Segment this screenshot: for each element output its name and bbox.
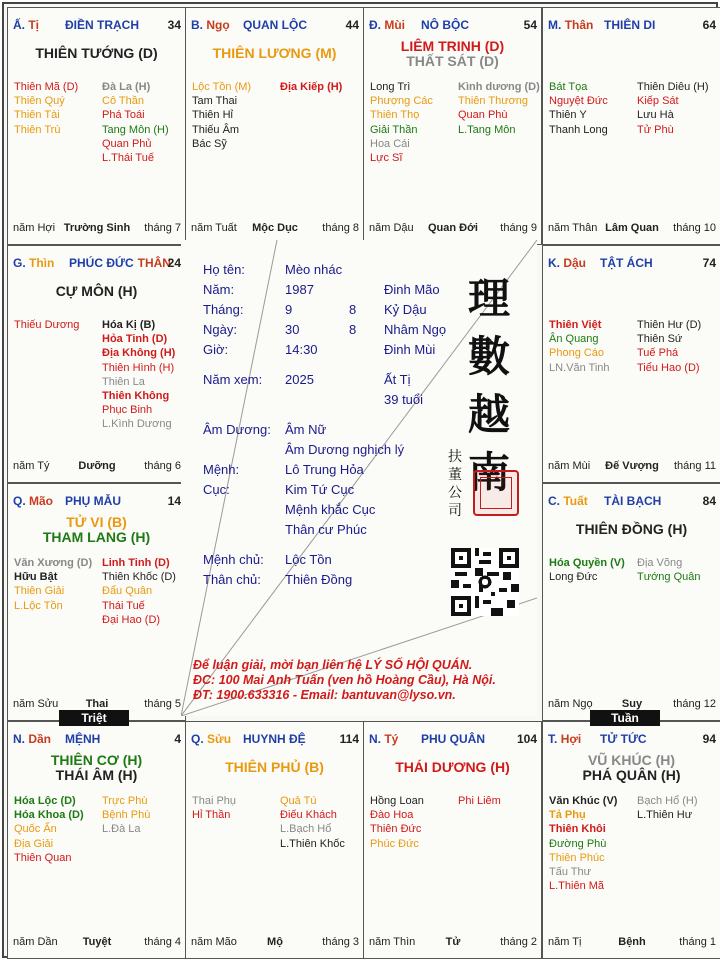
life-stage: Suy	[621, 698, 643, 710]
minor-star: Thiên Hỉ	[192, 109, 233, 122]
main-star: THÁI ÂM (H)	[55, 767, 138, 783]
minor-star: Lực Sĩ	[370, 152, 403, 165]
main-star: LIÊM TRINH (D)	[400, 38, 505, 54]
value-thang-can: Kỷ Dậu	[384, 302, 427, 317]
life-stage: Đế Vượng	[605, 460, 659, 472]
palace-header	[548, 256, 716, 270]
minor-star: Thiên Đức	[370, 823, 422, 836]
minor-star: Hồng Loan	[370, 795, 424, 807]
palace-month: tháng 6	[144, 460, 181, 472]
minor-star: Thiên Diêu (H)	[637, 81, 709, 93]
minor-star: Thanh Long	[549, 123, 608, 136]
palace[interactable]	[7, 245, 186, 483]
qr-code-icon[interactable]	[451, 548, 519, 616]
palace-year: năm Mùi	[548, 460, 591, 472]
palace-year: năm Hợi	[13, 222, 56, 234]
palace-year: năm Sửu	[13, 698, 59, 710]
palace-location: Q. Mão	[13, 494, 54, 508]
minor-star: L.Lộc Tồn	[14, 599, 63, 612]
life-stage: Quan Đới	[428, 222, 478, 234]
palace-footer	[191, 936, 359, 950]
palace-year: năm Tý	[13, 460, 50, 472]
star-column-left	[549, 556, 625, 584]
minor-star: Thiên Không	[102, 390, 170, 403]
minor-star: Quốc Ấn	[14, 823, 57, 836]
life-stage: Lâm Quan	[605, 222, 659, 234]
minor-star: Ân Quang	[549, 333, 599, 346]
star-column-right	[637, 80, 709, 137]
minor-star: Kiếp Sát	[637, 95, 679, 108]
palace-footer	[13, 936, 181, 950]
palace-location: K. Dậu	[548, 256, 587, 270]
palace-month: tháng 8	[322, 222, 359, 234]
palace-footer	[548, 460, 716, 474]
palace-footer	[369, 222, 537, 236]
label-cuc: Cục:	[203, 482, 230, 497]
main-star: TỬ VI (B)	[66, 514, 127, 530]
minor-star: Linh Tinh (D)	[102, 557, 170, 569]
palace-name: TÀI BẠCH	[604, 494, 662, 508]
palace[interactable]	[7, 721, 186, 959]
minor-star: Đào Hoa	[370, 809, 414, 822]
star-column-left	[14, 80, 78, 137]
than-marker: THÂN	[137, 256, 171, 270]
palace-name: TẬT ÁCH	[600, 256, 653, 270]
label-thang: Tháng:	[203, 302, 244, 317]
minor-star: Phục Binh	[102, 404, 153, 417]
palace-header	[369, 18, 537, 32]
minor-star: Phượng Các	[370, 95, 433, 108]
palace-month: tháng 2	[500, 936, 537, 948]
palace-name: ĐIỀN TRẠCH	[65, 18, 139, 32]
palace-location: C. Tuất	[548, 494, 588, 508]
minor-star: Thai Phụ	[192, 795, 237, 807]
minor-star: Hóa Kị (B)	[102, 319, 156, 331]
value-cuc-2: Mệnh khắc Cục	[285, 502, 376, 517]
minor-star: L.Tang Môn	[458, 123, 516, 136]
minor-star: Hóa Lộc (D)	[14, 795, 76, 807]
palace-name: NÔ BỘC	[421, 18, 469, 32]
palace-footer	[548, 936, 716, 950]
palace-month: tháng 1	[679, 936, 716, 948]
palace-month: tháng 3	[322, 936, 359, 948]
star-column-right	[102, 318, 175, 432]
palace-location: Đ. Mùi	[369, 18, 406, 32]
minor-star: Quả Tú	[280, 795, 317, 807]
label-nam: Năm:	[203, 282, 235, 297]
palace-location: N. Tý	[369, 732, 399, 746]
minor-star: Thiên Giải	[14, 585, 65, 598]
palace-name: QUAN LỘC	[243, 18, 307, 32]
star-column-left	[192, 80, 251, 151]
value-than-chu: Thiên Đồng	[285, 572, 353, 587]
palace-number: 54	[523, 18, 537, 32]
value-gio: 14:30	[285, 342, 318, 357]
value-nam-can: Đinh Mão	[384, 282, 440, 297]
minor-star: Bát Tọa	[549, 81, 588, 93]
minor-star: L.Thiên Hư	[637, 809, 693, 822]
star-column-right	[637, 794, 698, 822]
palace[interactable]	[542, 721, 720, 959]
palace-name: TỬ TỨC	[600, 732, 647, 746]
palace-month: tháng 4	[144, 936, 181, 948]
palace-month: tháng 9	[500, 222, 537, 234]
calligraphy-logo: 理數越南	[467, 274, 510, 497]
palace-name: PHỤ MẪU	[65, 494, 121, 508]
star-column-left	[370, 80, 433, 165]
main-star: VŨ KHÚC (H)	[587, 752, 676, 768]
main-star: THIÊN TƯỚNG (D)	[35, 45, 158, 61]
label-ngay: Ngày:	[203, 322, 237, 337]
palace-number: 4	[174, 732, 181, 746]
palace-location: G. Thìn	[13, 256, 55, 270]
value-thang-am: 8	[349, 302, 357, 317]
palace-month: tháng 7	[144, 222, 181, 234]
palace-name: HUYNH ĐỆ	[243, 732, 306, 746]
palace-number: 44	[345, 18, 359, 32]
palace-header	[13, 494, 181, 508]
minor-star: Đà La (H)	[102, 81, 151, 93]
life-stage: Tuyệt	[82, 936, 112, 948]
palace-year: năm Dần	[13, 936, 58, 948]
value-ngay-can: Nhâm Ngọ	[384, 322, 447, 337]
main-star: THIÊN LƯƠNG (M)	[212, 45, 337, 61]
contact-info	[193, 658, 496, 703]
minor-star: Thiên Trù	[14, 123, 61, 136]
minor-star: Bác Sỹ	[192, 137, 227, 150]
label-menh: Mệnh:	[203, 462, 240, 477]
minor-star: Thiên Việt	[549, 319, 602, 331]
palace-header	[369, 732, 537, 746]
minor-star: Thiên Sứ	[637, 333, 683, 346]
life-stage: Mộ	[267, 936, 283, 948]
life-stage: Dưỡng	[78, 460, 116, 472]
palace-header	[548, 18, 716, 32]
minor-star: Hoa Cái	[370, 137, 410, 150]
star-column-left	[549, 794, 617, 893]
palace-year: năm Dậu	[369, 222, 414, 234]
life-stage: Trường Sinh	[63, 222, 131, 234]
minor-star: Tuế Phá	[637, 347, 679, 360]
palace-header	[548, 732, 716, 746]
star-column-right	[280, 80, 342, 94]
palace-footer	[369, 936, 537, 950]
tuan-badge: Tuần	[590, 710, 660, 726]
palace-header	[548, 494, 716, 508]
star-column-right	[637, 318, 701, 375]
contact-phone-email[interactable]: ĐT: 1900.633316 - Email: bantuvan@lyso.vn.	[193, 688, 456, 702]
star-column-left	[14, 794, 84, 865]
minor-star: L.Bạch Hổ	[280, 823, 332, 836]
palace-year: năm Tị	[548, 936, 582, 948]
main-star: THIÊN ĐỒNG (H)	[575, 521, 688, 537]
palace-month: tháng 12	[673, 698, 716, 710]
minor-star: Quan Phủ	[102, 137, 152, 150]
star-column-right	[102, 556, 176, 627]
minor-star: Kình dương (D)	[458, 81, 540, 93]
star-column-right	[458, 794, 501, 808]
value-cuc-3: Thân cư Phúc	[285, 522, 367, 537]
main-star: THAM LANG (H)	[42, 529, 151, 545]
palace-number: 14	[167, 494, 181, 508]
palace[interactable]	[363, 7, 542, 245]
minor-star: Long Trì	[370, 81, 411, 93]
minor-star: Tam Thai	[192, 95, 238, 108]
value-thang: 9	[285, 302, 293, 317]
palace-header	[13, 256, 181, 270]
main-star: THIÊN PHỦ (B)	[225, 759, 324, 775]
star-column-right	[280, 794, 345, 851]
palace-number: 64	[702, 18, 716, 32]
palace[interactable]	[363, 721, 542, 959]
minor-star: Cô Thần	[102, 95, 144, 108]
minor-star: Thiên La	[102, 375, 145, 388]
minor-star: Đại Hao (D)	[102, 613, 161, 626]
palace-month: tháng 10	[673, 222, 716, 234]
minor-star: Thiên Y	[549, 109, 587, 122]
star-column-right	[458, 80, 540, 137]
minor-star: Địa Kiếp (H)	[280, 81, 343, 93]
palace-footer	[13, 460, 181, 474]
minor-star: Hỉ Thần	[192, 809, 231, 822]
value-am-duong-2: Âm Dương nghịch lý	[285, 442, 405, 457]
minor-star: Phúc Đức	[370, 837, 419, 850]
minor-star: Thiên Khôi	[549, 823, 606, 836]
minor-star: Phi Liêm	[458, 795, 501, 807]
palace-number: 104	[516, 732, 537, 746]
minor-star: Văn Khúc (V)	[549, 795, 618, 807]
minor-star: Thiên Hình (H)	[102, 361, 175, 374]
label-am-duong: Âm Dương:	[203, 422, 271, 437]
minor-star: Đẩu Quân	[102, 585, 153, 598]
value-am-duong: Âm Nữ	[285, 422, 327, 437]
palace[interactable]	[7, 7, 186, 245]
minor-star: Tang Môn (H)	[102, 123, 169, 136]
minor-star: Lưu Hà	[637, 109, 674, 122]
minor-star: Tấu Thư	[549, 866, 592, 879]
value-nam: 1987	[285, 282, 314, 297]
value-nam-xem: 2025	[285, 372, 314, 387]
minor-star: Hóa Quyền (V)	[549, 557, 625, 569]
minor-star: L.Thiên Khốc	[280, 837, 345, 850]
value-ngay: 30	[285, 322, 300, 337]
palace-name: MỆNH	[65, 732, 101, 746]
minor-star: Tướng Quân	[637, 571, 701, 584]
star-column-right	[102, 80, 169, 165]
contact-line-1: Để luận giải, mời bạn liên hệ LÝ SỐ HỘI QUÁN.	[193, 658, 473, 672]
minor-star: Thái Tuế	[102, 599, 145, 612]
palace-header	[191, 732, 359, 746]
label-than-chu: Thân chủ:	[203, 572, 261, 587]
minor-star: Long Đức	[549, 571, 598, 584]
minor-star: Bệnh Phù	[102, 809, 151, 822]
minor-star: L.Thiên Mã	[549, 880, 605, 893]
star-column-left	[14, 318, 79, 332]
triet-badge: Triệt	[59, 710, 129, 726]
minor-star: Quan Phù	[458, 109, 508, 122]
main-star: PHÁ QUÂN (H)	[582, 767, 681, 783]
value-ho-ten: Mèo nhác	[285, 262, 343, 277]
minor-star: Thiếu Âm	[192, 123, 240, 136]
minor-star: Thiên Mã (D)	[14, 81, 79, 93]
palace-header	[13, 732, 181, 746]
minor-star: L.Đà La	[102, 823, 141, 836]
star-column-left	[370, 794, 424, 851]
life-stage: Tử	[445, 936, 461, 948]
star-column-right	[102, 794, 150, 837]
palace-location: Ấ. Tị	[13, 18, 40, 32]
palace-name: PHU QUÂN	[421, 732, 486, 746]
value-nam-xem-can: Ất Tị	[384, 372, 411, 387]
minor-star: Phá Toái	[102, 109, 145, 122]
main-star: THÁI DƯƠNG (H)	[395, 759, 510, 775]
contact-address: ĐC: 100 Mai Anh Tuấn (ven hồ Hoàng Cầu), Hà Nội.	[193, 673, 496, 687]
minor-star: Điếu Khách	[280, 809, 337, 822]
main-star: THIÊN CƠ (H)	[50, 752, 143, 768]
star-column-right	[637, 556, 701, 584]
minor-star: Thiên Phúc	[549, 851, 605, 864]
minor-star: Địa Không (H)	[102, 347, 176, 360]
minor-star: Thiên Hư (D)	[637, 319, 702, 331]
palace-location: Q. Sửu	[191, 732, 232, 746]
palace-header	[191, 18, 359, 32]
palace-number: 84	[702, 494, 716, 508]
minor-star: L.Thái Tuế	[102, 152, 154, 165]
palace[interactable]	[185, 721, 364, 959]
minor-star: Thiên Quan	[14, 851, 72, 864]
minor-star: Tử Phù	[637, 123, 674, 136]
palace[interactable]	[542, 483, 720, 721]
minor-star: Phong Cáo	[549, 347, 605, 360]
value-ngay-am: 8	[349, 322, 357, 337]
minor-star: Bạch Hổ (H)	[637, 795, 698, 807]
palace[interactable]	[185, 7, 364, 245]
minor-star: Địa Võng	[637, 557, 683, 569]
star-column-left	[192, 794, 236, 822]
value-menh-chu: Lộc Tồn	[285, 552, 332, 567]
minor-star: Thiếu Dương	[14, 319, 80, 331]
minor-star: Hóa Khoa (D)	[14, 809, 84, 822]
palace-number: 24	[167, 256, 181, 270]
center-info-panel	[181, 240, 537, 716]
palace-footer	[548, 222, 716, 236]
palace-header	[13, 18, 181, 32]
label-ho-ten: Họ tên:	[203, 262, 245, 277]
star-column-left	[549, 318, 610, 375]
minor-star: Thiên Thương	[458, 95, 529, 108]
palace-name: THIÊN DI	[604, 18, 656, 32]
value-tuoi: 39 tuổi	[384, 392, 424, 407]
life-stage: Thai	[85, 698, 109, 710]
palace-name: PHÚC ĐỨC THÂN	[69, 256, 171, 270]
minor-star: Tiểu Hao (D)	[637, 361, 700, 374]
palace-year: năm Ngọ	[548, 698, 593, 710]
minor-star: Hữu Bật	[14, 571, 58, 584]
palace-number: 74	[702, 256, 716, 270]
main-star: CỰ MÔN (H)	[55, 283, 138, 299]
palace-year: năm Thân	[548, 222, 598, 234]
palace-month: tháng 5	[144, 698, 181, 710]
seal-side-text: 扶董公司	[448, 449, 462, 519]
main-star: THẤT SÁT (D)	[406, 53, 499, 69]
palace[interactable]	[542, 7, 720, 245]
palace-year: năm Mão	[191, 936, 237, 948]
minor-star: Văn Xương (D)	[14, 557, 93, 569]
value-menh: Lô Trung Hỏa	[285, 462, 364, 477]
life-stage: Bệnh	[618, 936, 646, 948]
minor-star: Thiên Tài	[14, 109, 60, 122]
minor-star: Giải Thần	[370, 123, 418, 136]
minor-star: Đường Phù	[549, 837, 607, 850]
label-nam-xem: Năm xem:	[203, 372, 263, 387]
palace-location: B. Ngọ	[191, 18, 230, 32]
palace-location: M. Thân	[548, 18, 594, 32]
palace-number: 94	[702, 732, 716, 746]
minor-star: Thiên Khốc (D)	[102, 571, 176, 584]
minor-star: Nguyệt Đức	[549, 95, 608, 108]
palace-year: năm Thìn	[369, 936, 416, 948]
minor-star: Hỏa Tinh (D)	[102, 333, 168, 346]
value-gio-can: Đinh Mùi	[384, 342, 436, 357]
palace[interactable]	[7, 483, 186, 721]
palace-location: T. Hợi	[548, 732, 582, 746]
minor-star: Tả Phụ	[549, 809, 586, 822]
palace-number: 34	[167, 18, 181, 32]
palace-location: N. Dần	[13, 732, 52, 746]
label-menh-chu: Mệnh chủ:	[203, 552, 264, 567]
minor-star: LN.Văn Tinh	[549, 361, 610, 374]
palace[interactable]	[542, 245, 720, 483]
palace-number: 114	[339, 732, 359, 746]
star-column-left	[549, 80, 608, 137]
palace-year: năm Tuất	[191, 222, 237, 234]
palace-footer	[13, 222, 181, 236]
value-cuc: Kim Tứ Cục	[285, 482, 355, 497]
minor-star: Trực Phù	[102, 795, 148, 807]
minor-star: Thiên Thọ	[370, 109, 420, 122]
star-column-left	[14, 556, 92, 613]
life-stage: Mộc Dục	[252, 222, 298, 234]
minor-star: Lộc Tồn (M)	[192, 81, 252, 93]
minor-star: Thiên Quý	[14, 95, 65, 108]
red-seal-icon	[473, 470, 519, 516]
palace-month: tháng 11	[673, 460, 716, 472]
label-gio: Giờ:	[203, 342, 229, 357]
minor-star: L.Kình Dương	[102, 418, 172, 431]
minor-star: Địa Giải	[14, 837, 54, 850]
palace-footer	[191, 222, 359, 236]
